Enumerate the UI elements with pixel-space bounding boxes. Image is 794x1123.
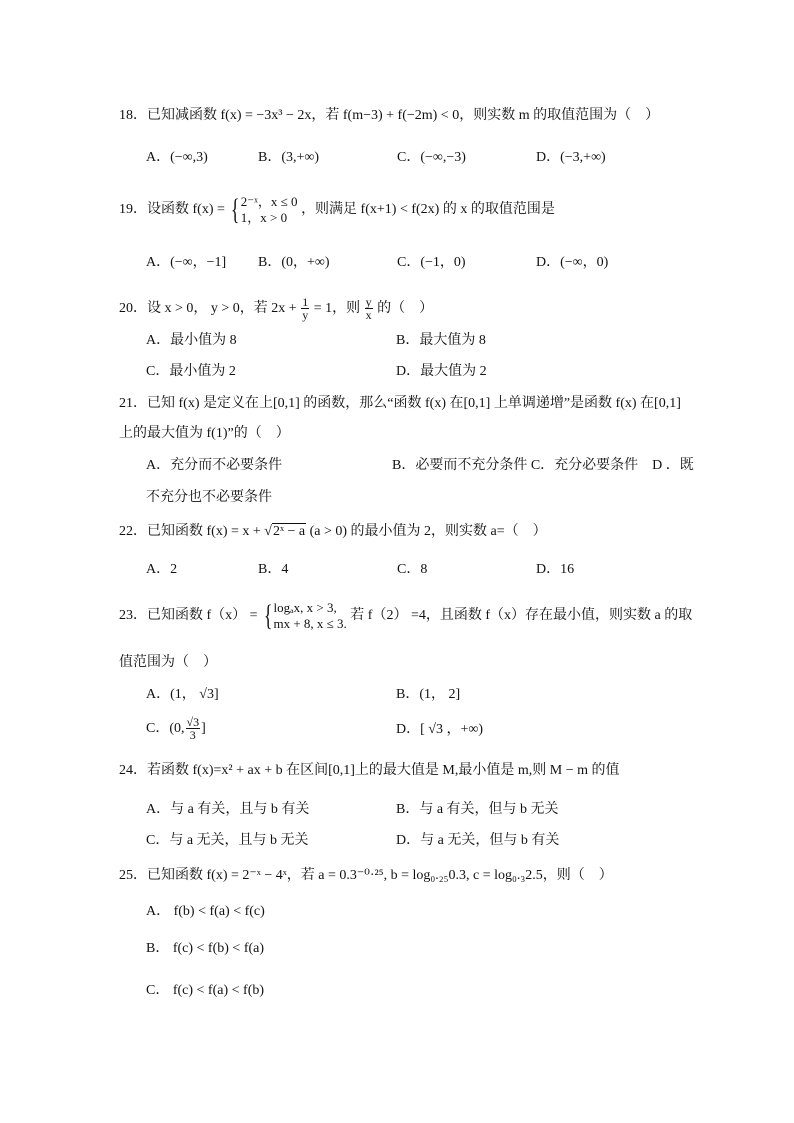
sqrt-icon: √ <box>264 524 272 539</box>
q23-tail: 若 f（2） =4，且函数 f（x）存在最小值，则实数 a 的取 <box>350 608 693 623</box>
question-23-line-2: 值范围为（ ） <box>119 655 217 670</box>
q23-option-b: B．(1， 2] <box>396 687 461 702</box>
question-24: 24．若函数 f(x)=x² + ax + b 在区间[0,1]上的最大值是 M,最小值是 m,则 M − m 的值 <box>119 763 620 778</box>
q23-optc-tail: ] <box>201 721 206 736</box>
q19-case-1: 2⁻ˣ，x ≤ 0 <box>240 193 298 209</box>
q20-fraction-1 <box>301 296 309 321</box>
q23-case-2: mx + 8, x ≤ 3. <box>273 615 347 631</box>
q20-frac1-num: 1 <box>302 295 309 310</box>
q21-option-a: A．充分而不必要条件 <box>146 458 283 473</box>
q19-brace: { <box>231 192 240 226</box>
q19-piecewise <box>241 194 298 226</box>
q23-optc-fraction <box>186 716 201 741</box>
question-21-line-2: 上的最大值为 f(1)”的（ ） <box>119 426 290 441</box>
question-23 <box>119 596 692 636</box>
q22-lead: 22．已知函数 f(x) = x + <box>119 524 261 539</box>
q20-option-d: D．最大值为 2 <box>396 364 487 379</box>
q25-option-a: A． f(b) < f(a) < f(c) <box>146 904 265 919</box>
q24-option-c: C．与 a 无关，且与 b 无关 <box>146 833 309 848</box>
question-25: 25．已知函数 f(x) = 2⁻ˣ − 4ˣ，若 a = 0.3⁻⁰·²⁵, b = log₀.₂₅0.3, c = log₀.₃2.5，则（ ） <box>119 868 613 883</box>
q18-option-c: C．(−∞,−3) <box>397 150 466 165</box>
q23-optc-den: 3 <box>189 728 196 743</box>
q18-option-a: A．(−∞,3) <box>146 150 208 165</box>
q25-option-c: C． f(c) < f(a) < f(b) <box>146 983 265 998</box>
question-22 <box>119 522 547 542</box>
q19-option-d: D．(−∞，0) <box>536 255 609 270</box>
q23-option-d: D．[ √3 ，+∞) <box>396 722 483 737</box>
q20-frac2-num: y <box>365 295 372 310</box>
q23-option-a: A．(1， √3] <box>146 687 219 702</box>
question-21-line-1: 21．已知 f(x) 是定义在上[0,1] 的函数，那么“函数 f(x) 在[0,1] 上单调递增”是函数 f(x) 在[0,1] <box>119 396 681 411</box>
q23-optc-lead: C．(0, <box>146 721 185 736</box>
q24-option-b: B．与 a 有关，但与 b 无关 <box>396 802 559 817</box>
q22-option-d: D．16 <box>536 562 575 577</box>
q20-lead: 20．设 x > 0， y > 0，若 2x + <box>119 301 297 316</box>
q19-lead: 19．设函数 f(x) = <box>119 202 225 217</box>
q20-option-b: B．最大值为 8 <box>396 333 486 348</box>
q22-option-c: C．8 <box>397 562 428 577</box>
q22-option-b: B．4 <box>258 562 289 577</box>
q24-option-d: D．与 a 无关，但与 b 有关 <box>396 833 560 848</box>
q18-option-b: B．(3,+∞) <box>258 150 320 165</box>
q23-brace: { <box>263 598 273 632</box>
q24-option-a: A．与 a 有关，且与 b 有关 <box>146 802 310 817</box>
q19-case-2: 1，x > 0 <box>240 209 288 225</box>
q19-option-a: A．(−∞，−1] <box>146 255 227 270</box>
q23-case-1: logₐx, x > 3, <box>273 599 337 615</box>
q19-option-c: C．(−1，0) <box>397 255 466 270</box>
q20-fraction-2 <box>365 296 373 321</box>
q22-tail: (a > 0) 的最小值为 2，则实数 a=（ ） <box>309 524 547 539</box>
q25-option-b: B． f(c) < f(b) < f(a) <box>146 941 265 956</box>
q20-option-c: C．最小值为 2 <box>146 364 236 379</box>
q22-radicand: 2ˣ − a <box>272 524 306 539</box>
q23-optc-num: √3 <box>186 715 200 730</box>
q20-mid: = 1，则 <box>313 301 361 316</box>
q18-option-d: D．(−3,+∞) <box>536 150 606 165</box>
q23-piecewise <box>273 600 346 632</box>
q21-options-bcd: B．必要而不充分条件 C．充分必要条件 D ．既 <box>392 458 694 473</box>
q20-option-a: A．最小值为 8 <box>146 333 237 348</box>
question-19 <box>119 190 555 230</box>
q22-option-a: A．2 <box>146 562 178 577</box>
q20-frac1-den: y <box>302 308 309 323</box>
q20-tail: 的（ ） <box>377 301 434 316</box>
q23-lead: 23．已知函数 f（x） = <box>119 608 258 623</box>
q19-tail: ，则满足 f(x+1) < f(2x) 的 x 的取值范围是 <box>301 202 555 217</box>
q21-option-d-cont: 不充分也不必要条件 <box>146 490 272 505</box>
q19-option-b: B．(0，+∞) <box>258 255 330 270</box>
question-18: 18．已知减函数 f(x) = −3x³ − 2x，若 f(m−3) + f(−2m) < 0，则实数 m 的取值范围为（ ） <box>119 108 660 123</box>
q23-option-c <box>146 714 206 744</box>
question-20 <box>119 294 433 324</box>
q20-frac2-den: x <box>365 308 372 323</box>
